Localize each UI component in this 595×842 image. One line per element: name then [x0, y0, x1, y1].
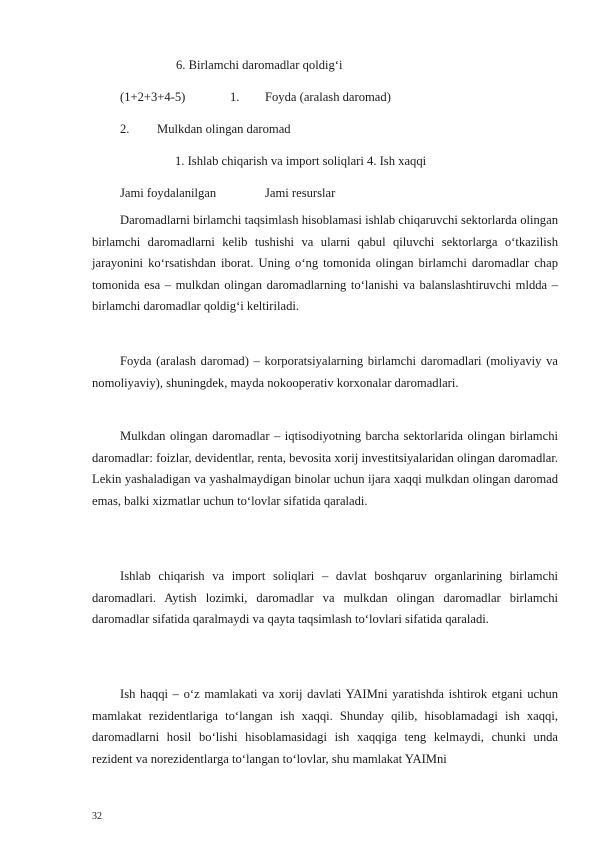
paragraph-taxes: Ishlab chiqarish va import soliqlari – davlat boshqaruv organlarining birlamchi daromadlari. Aytish lozimki, daromadlar va mulkdan olingan daromadlar birlamchi daromadlar sifatida qaralmaydi va qayta taqsimlash to‘lovlari sifatida qaraladi.: [92, 569, 558, 626]
formula-item-6: 6. Birlamchi daromadlar qoldig‘i: [176, 58, 343, 72]
formula-sum-expression: (1+2+3+4-5): [120, 90, 186, 104]
paragraph-wages: Ish haqqi – o‘z mamlakati va xorij davlati YAIMni yaratishda ishtirok etgani uchun mamlakat rezidentlariga to‘langan ish xaqqi. Shunday qilib, hisoblamadagi ish xaqqi, daromadlarni hosil bo‘lishi hisoblamasidagi ish xaqqiga teng kelmaydi, chunki unda rezident va norezidentlarga to‘langan to‘lovlar, shu mamlakat YAIMni: [92, 687, 558, 766]
formula-item-2-label: Mulkdan olingan daromad: [157, 122, 291, 136]
formula-total-income: Jami foydalanilgan: [120, 186, 217, 200]
formula-item-1-number: 1.: [230, 90, 240, 104]
page-number: 32: [92, 811, 102, 822]
formula-item-2-number: 2.: [120, 122, 130, 136]
formula-total-resources: Jami resurslar: [265, 186, 336, 200]
paragraph-income-distribution: Daromadlarni birlamchi taqsimlash hisoblamasi ishlab chiqaruvchi sektorlarda olingan birlamchi daromadlarni kelib tushishi va ularni qabul qiluvchi sektorlarga o‘tkazilish jarayonini ko‘rsatishdan iborat. Uning o‘ng tomonida olingan birlamchi daromadlar chap tomonida esa – mulkdan olingan daromadlarning to‘lanishi va balanslashtiruvchi mldda – birlamchi daromadlar qoldig‘i keltiriladi.: [92, 213, 558, 313]
paragraph-property-income: Mulkdan olingan daromadlar – iqtisodiyotning barcha sektorlarida olingan birlamchi daromadlar: foizlar, devidentlar, renta, bevosita xorij investitsiyalaridan olingan daromadlar. Lekin yashaladigan va yashalmaydigan binolar uchun ijara xaqqi mulkdan olingan daromad emas, balki xizmatlar uchun to‘lovlar sifatida qaraladi.: [92, 429, 558, 508]
formula-item-1-label: Foyda (aralash daromad): [265, 90, 391, 104]
paragraph-profit: Foyda (aralash daromad) – korporatsiyalarning birlamchi daromadlari (moliyaviy va nomoliyaviy), shuningdek, mayda nokooperativ korxonalar daromadlari.: [92, 354, 558, 390]
formula-item-3-4: 1. Ishlab chiqarish va import soliqlari 4. Ish xaqqi: [175, 154, 427, 168]
